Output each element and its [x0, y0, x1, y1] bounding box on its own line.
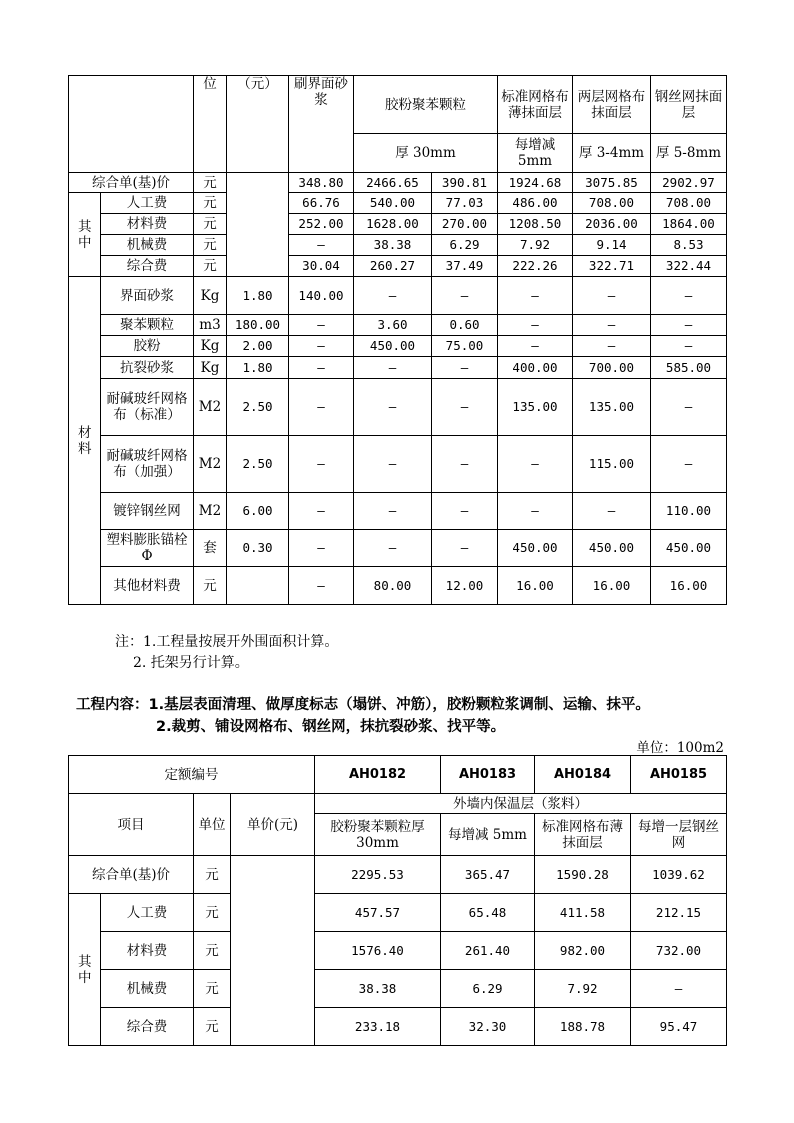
cailiao-label: 材料 — [69, 277, 101, 605]
value-cell: 75.00 — [432, 336, 498, 357]
note-line: 注：1.工程量按展开外围面积计算。 — [115, 634, 339, 650]
row-unit: M2 — [194, 493, 227, 530]
row-unit: M2 — [194, 436, 227, 493]
value-cell: — — [289, 530, 354, 567]
qizhong-label: 其中 — [69, 894, 101, 1046]
value-cell: — — [573, 315, 651, 336]
value-cell: 30.04 — [289, 256, 354, 277]
price-cell: 2.00 — [227, 336, 289, 357]
value-cell: 982.00 — [535, 932, 631, 970]
material-row — [69, 493, 727, 530]
value-cell: 140.00 — [289, 277, 354, 315]
notes — [115, 632, 338, 674]
qizhong-row — [69, 894, 727, 932]
value-cell: 450.00 — [573, 530, 651, 567]
value-cell: 1590.28 — [535, 856, 631, 894]
value-cell: — — [432, 379, 498, 436]
value-cell: — — [432, 357, 498, 379]
col-header-1: 刷界面砂浆 — [289, 76, 354, 173]
value-cell: 0.60 — [432, 315, 498, 336]
value-cell: 348.80 — [289, 173, 354, 193]
row-label: 其他材料费 — [101, 567, 194, 605]
price-header: 单价(元) — [231, 794, 315, 856]
row-label: 材料费 — [101, 932, 194, 970]
value-cell: — — [651, 379, 727, 436]
value-cell: 2036.00 — [573, 214, 651, 235]
value-cell: — — [651, 336, 727, 357]
unit-label: 单位：100m2 — [636, 740, 724, 756]
value-cell: 95.47 — [631, 1008, 727, 1046]
sub-header-5: 厚 5-8mm — [651, 134, 727, 173]
unit-header: 单位 — [194, 794, 231, 856]
price-cell: 2.50 — [227, 436, 289, 493]
row-unit: 元 — [194, 256, 227, 277]
material-row — [69, 357, 727, 379]
col-header: 每增减 5mm — [441, 814, 535, 856]
value-cell: — — [354, 379, 432, 436]
material-row — [69, 530, 727, 567]
value-cell: — — [432, 436, 498, 493]
qizhong-row — [69, 970, 727, 1008]
quota-code: AH0182 — [315, 756, 441, 794]
price-cell: 6.00 — [227, 493, 289, 530]
value-cell: 212.15 — [631, 894, 727, 932]
value-cell: — — [289, 436, 354, 493]
material-row — [69, 567, 727, 605]
quota-code: AH0185 — [631, 756, 727, 794]
value-cell: — — [631, 970, 727, 1008]
row-unit: 元 — [194, 970, 231, 1008]
price-cell: 1.80 — [227, 357, 289, 379]
row-unit: 元 — [194, 856, 231, 894]
value-cell: — — [289, 336, 354, 357]
unit-header: 位 — [194, 76, 227, 173]
value-cell: — — [289, 357, 354, 379]
value-cell: — — [498, 315, 573, 336]
value-cell: 252.00 — [289, 214, 354, 235]
value-cell: 7.92 — [535, 970, 631, 1008]
value-cell: — — [651, 436, 727, 493]
row-label: 综合单(基)价 — [69, 856, 194, 894]
value-cell: 400.00 — [498, 357, 573, 379]
qizhong-row — [69, 235, 727, 256]
value-cell: 1039.62 — [631, 856, 727, 894]
value-cell: — — [573, 336, 651, 357]
composite-row — [69, 173, 727, 193]
value-cell: 3075.85 — [573, 173, 651, 193]
value-cell: — — [432, 493, 498, 530]
value-cell: — — [498, 493, 573, 530]
value-cell: — — [573, 277, 651, 315]
quota-table-2 — [68, 755, 727, 1046]
blank-header — [69, 76, 194, 173]
row-label: 耐碱玻纤网格布（加强） — [101, 436, 194, 493]
quota-code: AH0183 — [441, 756, 535, 794]
material-row — [69, 315, 727, 336]
value-cell: 115.00 — [573, 436, 651, 493]
value-cell: 16.00 — [498, 567, 573, 605]
value-cell: — — [354, 277, 432, 315]
col-header: 胶粉聚苯颗粒厚 30mm — [315, 814, 441, 856]
row-unit: m3 — [194, 315, 227, 336]
value-cell: 38.38 — [354, 235, 432, 256]
qizhong-row — [69, 932, 727, 970]
value-cell: 8.53 — [651, 235, 727, 256]
row-unit: 元 — [194, 1008, 231, 1046]
work-line: 2.裁剪、铺设网格布、钢丝网，抹抗裂砂浆、找平等。 — [156, 719, 506, 735]
value-cell: — — [289, 315, 354, 336]
price-cell: 2.50 — [227, 379, 289, 436]
row-label: 综合单(基)价 — [69, 173, 194, 193]
row-label: 机械费 — [101, 235, 194, 256]
value-cell: 2295.53 — [315, 856, 441, 894]
value-cell: — — [289, 567, 354, 605]
material-row — [69, 379, 727, 436]
value-cell: 16.00 — [573, 567, 651, 605]
col-header-3: 标准网格布薄抹面层 — [498, 76, 573, 134]
note-line: 2. 托架另行计算。 — [133, 655, 249, 671]
value-cell: 322.71 — [573, 256, 651, 277]
row-label: 聚苯颗粒 — [101, 315, 194, 336]
qizhong-row — [69, 214, 727, 235]
price-blank — [227, 173, 289, 277]
row-unit: Kg — [194, 277, 227, 315]
value-cell: — — [289, 235, 354, 256]
value-cell: 260.27 — [354, 256, 432, 277]
qizhong-row — [69, 193, 727, 214]
value-cell: — — [651, 277, 727, 315]
row-unit: 元 — [194, 567, 227, 605]
value-cell: 222.26 — [498, 256, 573, 277]
value-cell: 66.76 — [289, 193, 354, 214]
value-cell: — — [289, 493, 354, 530]
value-cell: 6.29 — [432, 235, 498, 256]
row-label: 界面砂浆 — [101, 277, 194, 315]
col-header-5: 钢丝网抹面层 — [651, 76, 727, 134]
qizhong-row — [69, 256, 727, 277]
value-cell: — — [354, 493, 432, 530]
row-label: 综合费 — [101, 1008, 194, 1046]
price-cell — [227, 567, 289, 605]
value-cell: 1924.68 — [498, 173, 573, 193]
value-cell: — — [498, 436, 573, 493]
row-label: 耐碱玻纤网格布（标准） — [101, 379, 194, 436]
value-cell: 9.14 — [573, 235, 651, 256]
qizhong-row — [69, 1008, 727, 1046]
value-cell: 411.58 — [535, 894, 631, 932]
value-cell: — — [432, 530, 498, 567]
value-cell: — — [498, 336, 573, 357]
row-label: 综合费 — [101, 256, 194, 277]
value-cell: — — [354, 530, 432, 567]
row-unit: 元 — [194, 193, 227, 214]
row-unit: 元 — [194, 894, 231, 932]
value-cell: 540.00 — [354, 193, 432, 214]
quota-table-1 — [68, 75, 727, 605]
value-cell: 3.60 — [354, 315, 432, 336]
value-cell: — — [498, 277, 573, 315]
value-cell: — — [573, 493, 651, 530]
row-label: 机械费 — [101, 970, 194, 1008]
price-cell: 1.80 — [227, 277, 289, 315]
value-cell: 365.47 — [441, 856, 535, 894]
col-header: 每增一层钢丝网 — [631, 814, 727, 856]
value-cell: 450.00 — [651, 530, 727, 567]
composite-row — [69, 856, 727, 894]
row-unit: Kg — [194, 357, 227, 379]
row-unit: 元 — [194, 235, 227, 256]
material-row — [69, 336, 727, 357]
sub-header-3: 每增减5mm — [498, 134, 573, 173]
value-cell: 12.00 — [432, 567, 498, 605]
value-cell: 16.00 — [651, 567, 727, 605]
price-cell: 0.30 — [227, 530, 289, 567]
row-label: 人工费 — [101, 193, 194, 214]
col-header: 标准网格布薄抹面层 — [535, 814, 631, 856]
value-cell: — — [651, 315, 727, 336]
value-cell: 732.00 — [631, 932, 727, 970]
col-header-2: 胶粉聚苯颗粒 — [354, 76, 498, 134]
row-label: 材料费 — [101, 214, 194, 235]
value-cell: 135.00 — [573, 379, 651, 436]
material-row — [69, 436, 727, 493]
value-cell: — — [432, 277, 498, 315]
value-cell: 1864.00 — [651, 214, 727, 235]
row-label: 抗裂砂浆 — [101, 357, 194, 379]
value-cell: 80.00 — [354, 567, 432, 605]
group-header: 外墙内保温层（浆料） — [315, 794, 727, 814]
value-cell: 585.00 — [651, 357, 727, 379]
value-cell: 38.38 — [315, 970, 441, 1008]
value-cell: 110.00 — [651, 493, 727, 530]
work-content — [76, 694, 650, 738]
value-cell: — — [354, 436, 432, 493]
value-cell: 65.48 — [441, 894, 535, 932]
qizhong-label: 其中 — [69, 193, 101, 277]
row-unit: 元 — [194, 214, 227, 235]
value-cell: 450.00 — [498, 530, 573, 567]
work-line: 工程内容：1.基层表面清理、做厚度标志（塌饼、冲筋），胶粉颗粒浆调制、运输、抹平。 — [76, 697, 650, 713]
value-cell: 135.00 — [498, 379, 573, 436]
value-cell: 2902.97 — [651, 173, 727, 193]
value-cell: 457.57 — [315, 894, 441, 932]
material-row — [69, 277, 727, 315]
row-unit: 元 — [194, 932, 231, 970]
row-label: 人工费 — [101, 894, 194, 932]
value-cell: — — [289, 379, 354, 436]
row-unit: Kg — [194, 336, 227, 357]
col-header-4: 两层网格布抹面层 — [573, 76, 651, 134]
row-unit: 元 — [194, 173, 227, 193]
value-cell: 700.00 — [573, 357, 651, 379]
value-cell: 322.44 — [651, 256, 727, 277]
price-cell: 180.00 — [227, 315, 289, 336]
value-cell: 1576.40 — [315, 932, 441, 970]
value-cell: 2466.65 — [354, 173, 432, 193]
value-cell: 233.18 — [315, 1008, 441, 1046]
quota-code: AH0184 — [535, 756, 631, 794]
value-cell: 188.78 — [535, 1008, 631, 1046]
sub-header-4: 厚 3-4mm — [573, 134, 651, 173]
row-label: 胶粉 — [101, 336, 194, 357]
value-cell: 1628.00 — [354, 214, 432, 235]
value-cell: 77.03 — [432, 193, 498, 214]
value-cell: 6.29 — [441, 970, 535, 1008]
row-unit: 套 — [194, 530, 227, 567]
value-cell: 708.00 — [573, 193, 651, 214]
value-cell: 261.40 — [441, 932, 535, 970]
value-cell: 7.92 — [498, 235, 573, 256]
row-unit: M2 — [194, 379, 227, 436]
value-cell: 450.00 — [354, 336, 432, 357]
value-cell: 390.81 — [432, 173, 498, 193]
value-cell: 270.00 — [432, 214, 498, 235]
value-cell: 486.00 — [498, 193, 573, 214]
row-label: 塑料膨胀锚栓Φ — [101, 530, 194, 567]
value-cell: 32.30 — [441, 1008, 535, 1046]
item-label: 项目 — [69, 794, 194, 856]
value-cell: 708.00 — [651, 193, 727, 214]
sub-header-2: 厚 30mm — [354, 134, 498, 173]
price-header: （元） — [227, 76, 289, 173]
code-label: 定额编号 — [69, 756, 315, 794]
value-cell: 37.49 — [432, 256, 498, 277]
value-cell: — — [354, 357, 432, 379]
price-blank — [231, 856, 315, 1046]
value-cell: 1208.50 — [498, 214, 573, 235]
row-label: 镀锌钢丝网 — [101, 493, 194, 530]
